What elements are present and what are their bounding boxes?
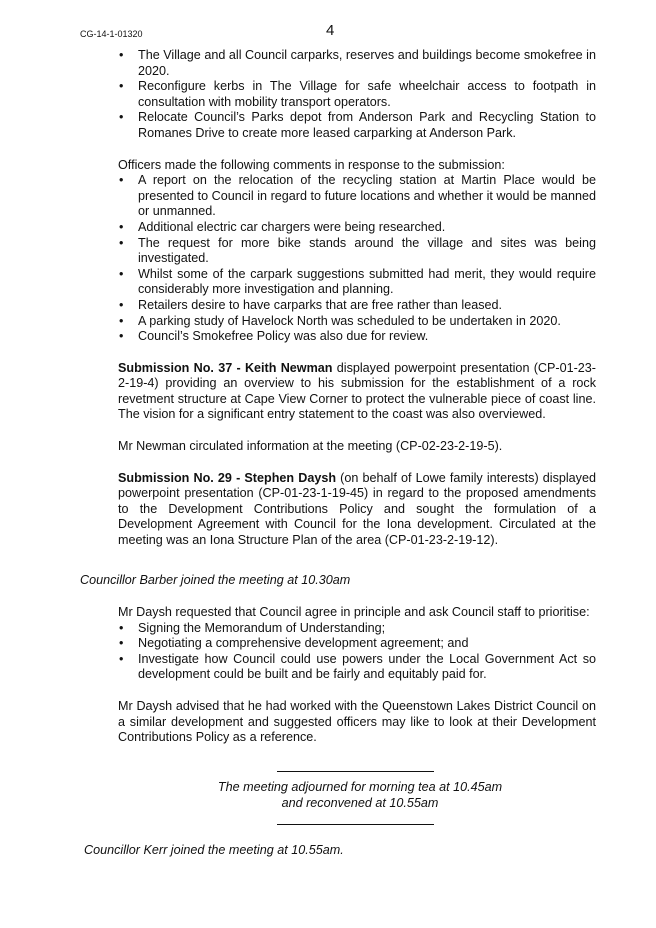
proposals-section: [118, 48, 596, 549]
list-item: • Retailers desire to have carparks that are free rather than leased.: [118, 298, 596, 314]
list-item: • Signing the Memorandum of Understanding;: [118, 621, 596, 637]
adjournment-line-1: The meeting adjourned for morning tea at 10.45am: [217, 780, 503, 794]
list-item: • The request for more bike stands around the village and sites was being investigated.: [118, 236, 596, 267]
list-item: • The Village and all Council carparks, reserves and buildings become smokefree in 2020.: [118, 48, 596, 79]
daysh-requested-intro: Mr Daysh requested that Council agree in principle and ask Council staff to prioritise:: [118, 605, 590, 619]
officers-intro: Officers made the following comments in response to the submission:: [118, 157, 505, 172]
daysh-section: [118, 605, 596, 746]
submission-29-heading: Submission No. 29 - Stephen Daysh: [118, 470, 337, 485]
list-item: • A parking study of Havelock North was scheduled to be undertaken in 2020.: [118, 314, 596, 330]
submission-29: [118, 471, 596, 549]
submission-37-text: displayed powerpoint presentation (CP-01-23-2-19-4) providing an overview to his submission for the establishment of a rock revetment structure at Cape View Corner to protect the vulnerable piece of coast line. The vision for a significant entry statement to the coast was also overviewed.: [118, 360, 596, 422]
adjournment-notice: [160, 780, 560, 811]
list-item: • Reconfigure kerbs in The Village for safe wheelchair access to footpath in consultation with mobility transport operators.: [118, 79, 596, 110]
officers-comments-list: [118, 173, 596, 345]
submission-29-text: (on behalf of Lowe family interests) displayed powerpoint presentation (CP-01-23-1-19-45) in regard to the proposed amendments to the Development Contributions Policy and sought the formulation of a Development Agreement with Council for the Iona development. Circulated at the meeting was an Iona Structure Plan of the area (CP-01-23-2-19-12).: [118, 470, 596, 548]
daysh-requests-list: [118, 621, 596, 683]
list-item: • A report on the relocation of the recycling station at Martin Place would be presented to Council in regard to future locations and whether it would be manned or unmanned.: [118, 173, 596, 220]
list-item: • Negotiating a comprehensive development agreement; and: [118, 636, 596, 652]
list-item: • Investigate how Council could use powers under the Local Government Act so development could be built and be fairly and equitably paid for.: [118, 652, 596, 683]
submission-37: [118, 361, 596, 423]
document-reference: CG-14-1-01320: [80, 29, 143, 39]
adjournment-line-2: and reconvened at 10.55am: [281, 795, 439, 810]
kerr-joined-note: Councillor Kerr joined the meeting at 10.55am.: [84, 843, 344, 857]
divider-top: [277, 771, 434, 772]
daysh-advised: Mr Daysh advised that he had worked with the Queenstown Lakes District Council on a similar development and suggested officers may like to look at their Development Contributions Policy as a reference.: [118, 698, 596, 745]
submission-37-heading: Submission No. 37 - Keith Newman: [118, 360, 333, 375]
list-item: • Council’s Smokefree Policy was also due for review.: [118, 329, 596, 345]
barber-joined-note: Councillor Barber joined the meeting at 10.30am: [80, 573, 351, 587]
page-number: 4: [326, 22, 335, 39]
list-item: • Relocate Council’s Parks depot from Anderson Park and Recycling Station to Romanes Drive to create more leased carparking at Anderson Park.: [118, 110, 596, 141]
proposals-list: [118, 48, 596, 142]
list-item: • Additional electric car chargers were being researched.: [118, 220, 596, 236]
newman-circulated: Mr Newman circulated information at the meeting (CP-02-23-2-19-5).: [118, 439, 503, 454]
list-item: • Whilst some of the carpark suggestions submitted had merit, they would require considerably more investigation and planning.: [118, 267, 596, 298]
divider-bottom: [277, 824, 434, 825]
